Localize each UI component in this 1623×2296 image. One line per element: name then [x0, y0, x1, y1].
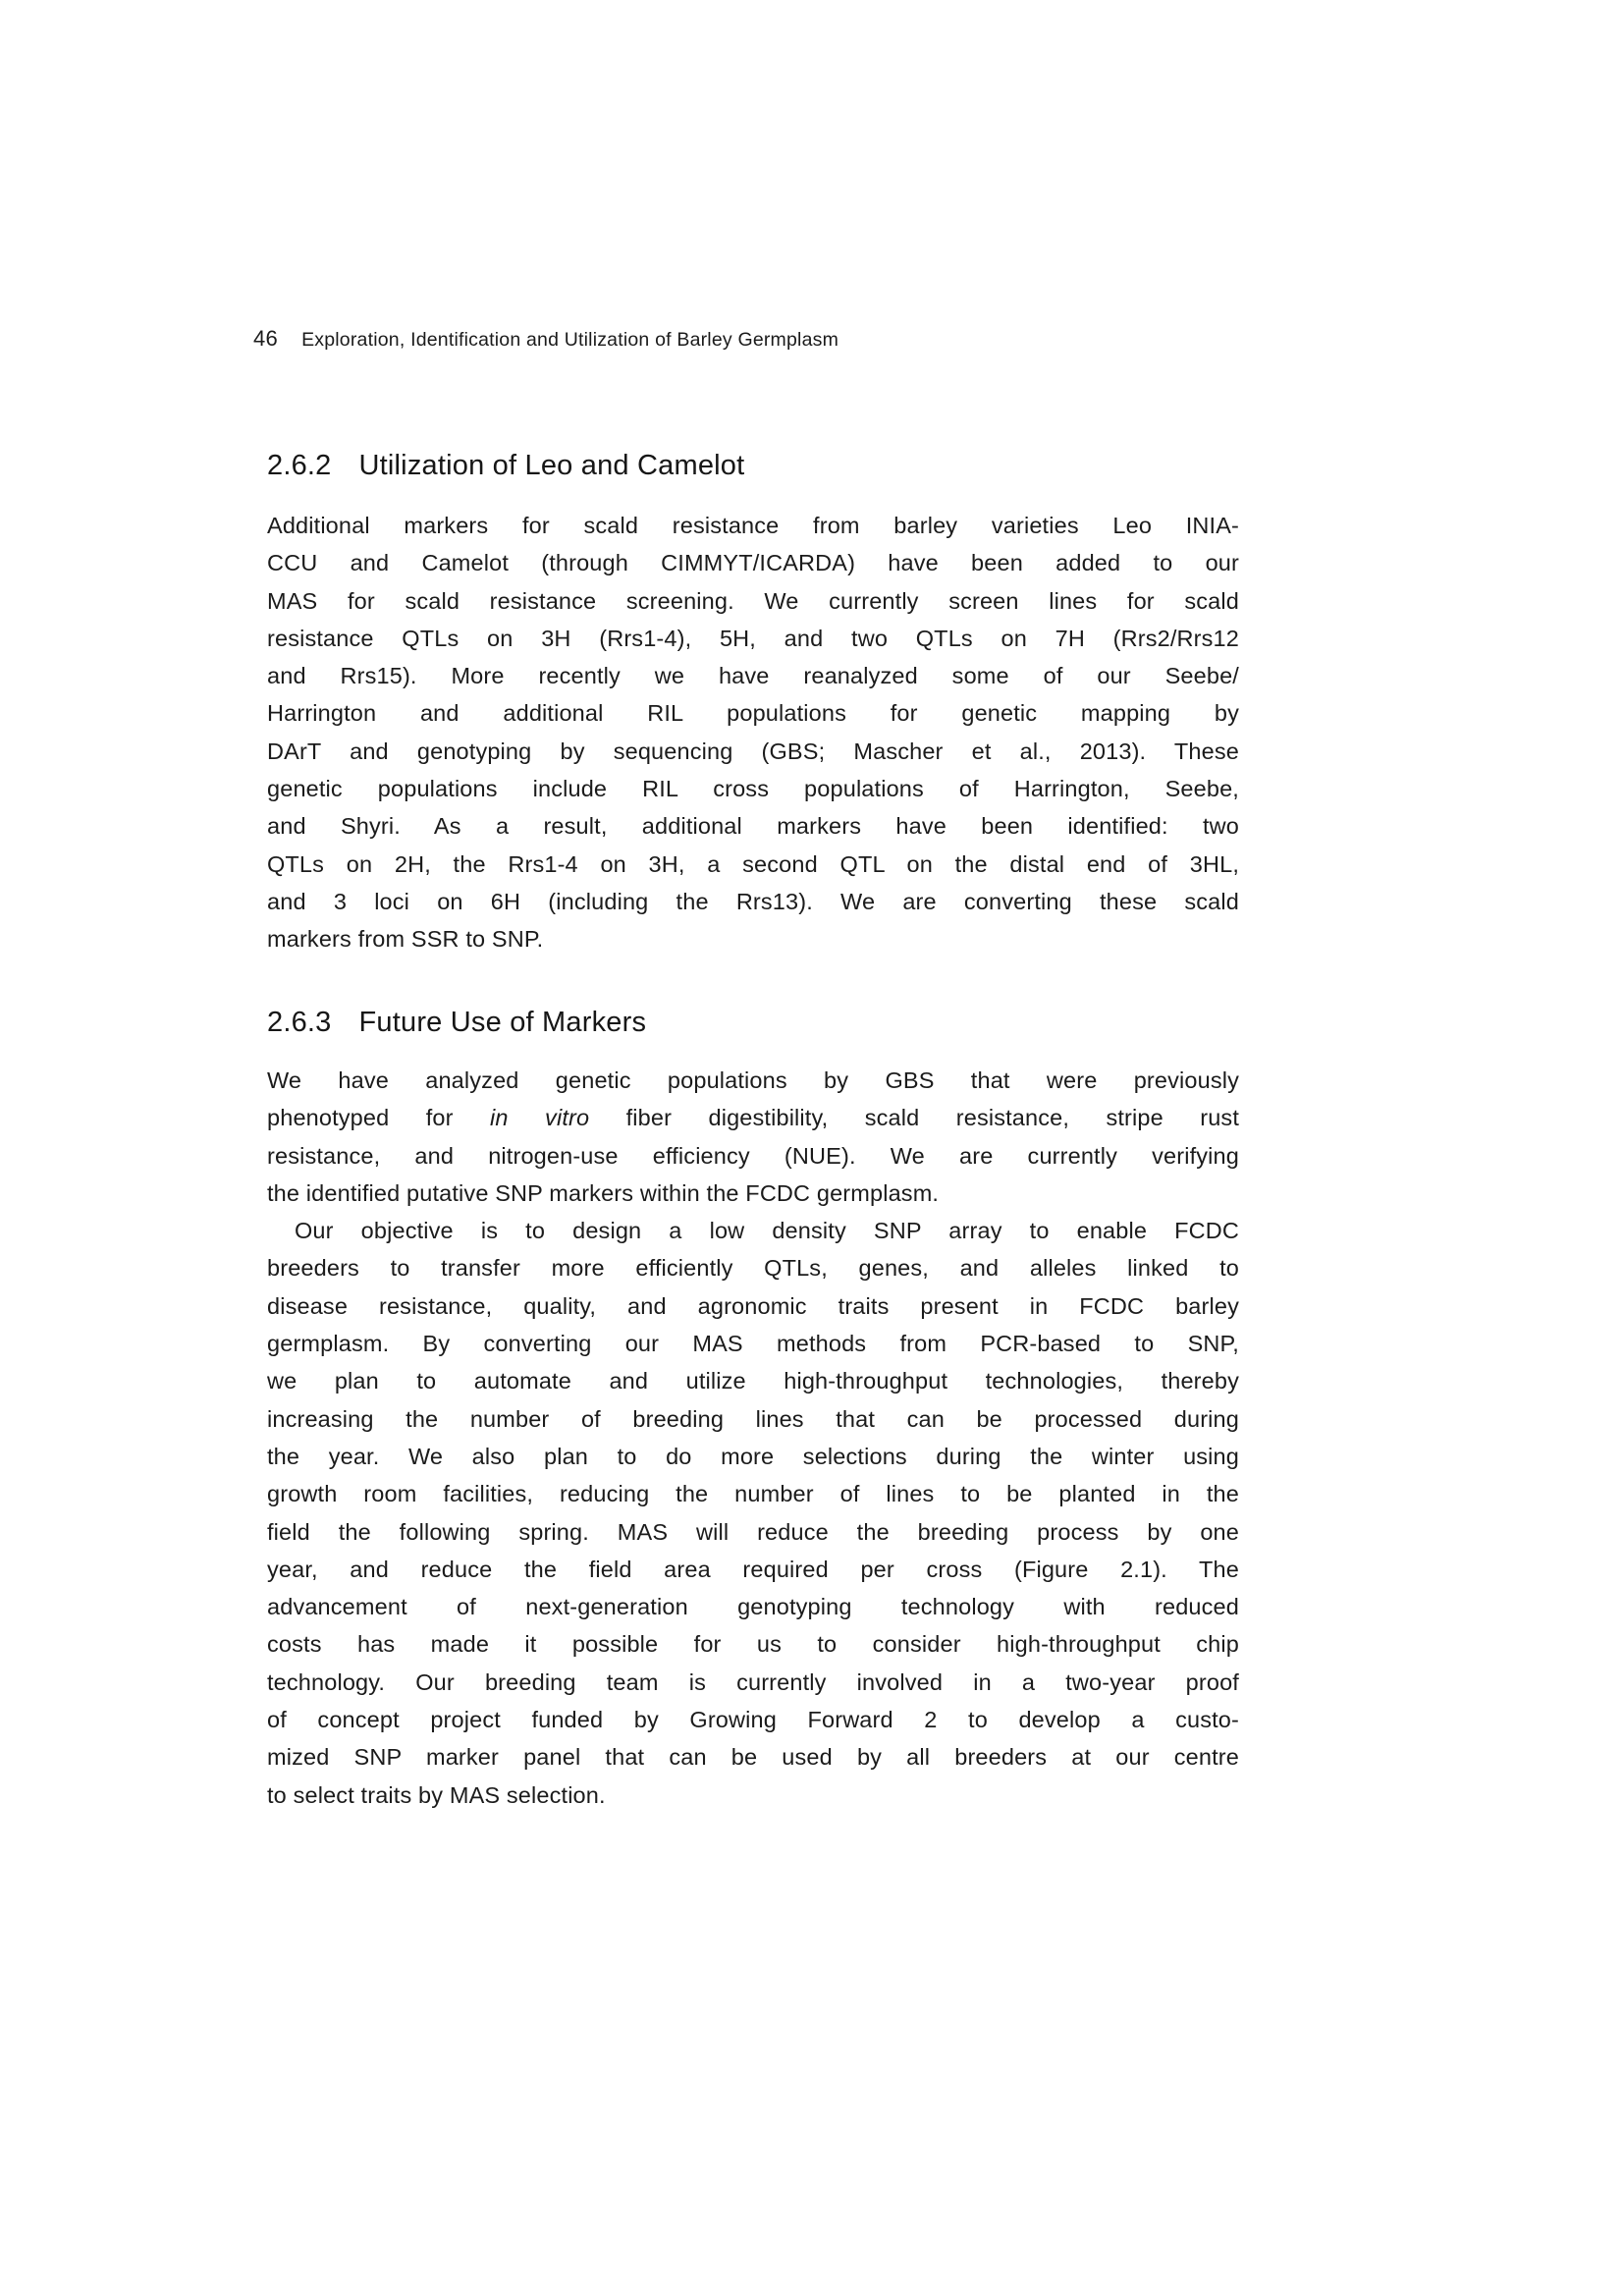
body-text-line: we plan to automate and utilize high-throughput technologies, thereby — [267, 1368, 1239, 1394]
body-text-line: markers from SSR to SNP. — [267, 926, 544, 953]
body-text-line: DArT and genotyping by sequencing (GBS; Mascher et al., 2013). These — [267, 738, 1239, 764]
body-text-line: and Shyri. As a result, additional markers have been identified: two — [267, 813, 1239, 840]
running-head — [253, 326, 839, 352]
body-text-line: field the following spring. MAS will reduce the breeding process by one — [267, 1518, 1239, 1545]
body-text-line: to select traits by MAS selection. — [267, 1781, 606, 1808]
body-text-segment: phenotyped for — [267, 1105, 491, 1131]
body-text-line: germplasm. By converting our MAS methods from PCR-based to SNP, — [267, 1331, 1239, 1357]
section-number: 2.6.3 — [267, 1007, 332, 1038]
body-text-line: increasing the number of breeding lines that can be processed during — [267, 1405, 1239, 1432]
italic-latin-term: in vitro — [490, 1105, 590, 1131]
body-text-line: of concept project funded by Growing Forward 2 to develop a custo- — [267, 1707, 1239, 1733]
section-number: 2.6.2 — [267, 450, 332, 481]
running-title: Exploration, Identification and Utilization of Barley Germplasm — [301, 329, 839, 351]
body-text-line: genetic populations include RIL cross populations of Harrington, Seebe, — [267, 776, 1239, 802]
body-text-line: Our objective is to design a low density SNP array to enable FCDC — [295, 1218, 1239, 1244]
section-heading-263 — [267, 1007, 646, 1039]
body-text-line: resistance QTLs on 3H (Rrs1-4), 5H, and two QTLs on 7H (Rrs2/Rrs12 — [267, 625, 1239, 651]
body-text-line: disease resistance, quality, and agronomic traits present in FCDC barley — [267, 1292, 1239, 1319]
body-text-line — [267, 1099, 1239, 1136]
body-text-line: advancement of next-generation genotyping technology with reduced — [267, 1594, 1239, 1620]
section-title: Utilization of Leo and Camelot — [358, 450, 745, 481]
paragraph-section-262 — [267, 507, 1239, 958]
body-text-line: costs has made it possible for us to consider high-throughput chip — [267, 1631, 1239, 1658]
body-text-line: growth room facilities, reducing the number of lines to be planted in the — [267, 1481, 1239, 1507]
section-heading-262 — [267, 450, 744, 482]
body-text-segment: fiber digestibility, scald resistance, stripe rust — [589, 1105, 1239, 1131]
body-text-line: Harrington and additional RIL populations for genetic mapping by — [267, 700, 1239, 727]
body-text-line: We have analyzed genetic populations by GBS that were previously — [267, 1067, 1239, 1093]
body-text-line: year, and reduce the field area required per cross (Figure 2.1). The — [267, 1556, 1239, 1582]
body-text-line: MAS for scald resistance screening. We currently screen lines for scald — [267, 587, 1239, 614]
body-text-line: technology. Our breeding team is currently involved in a two-year proof — [267, 1668, 1239, 1695]
body-text-line: and Rrs15). More recently we have reanalyzed some of our Seebe/ — [267, 663, 1239, 689]
body-text-line: the year. We also plan to do more selections during the winter using — [267, 1443, 1239, 1469]
body-text-line: resistance, and nitrogen-use efficiency (NUE). We are currently verifying — [267, 1142, 1239, 1169]
body-text-line: CCU and Camelot (through CIMMYT/ICARDA) have been added to our — [267, 550, 1239, 576]
section-title: Future Use of Markers — [358, 1007, 647, 1038]
page-number: 46 — [253, 326, 279, 351]
body-text-line: breeders to transfer more efficiently QTLs, genes, and alleles linked to — [267, 1255, 1239, 1282]
body-text-line: mized SNP marker panel that can be used by all breeders at our centre — [267, 1744, 1239, 1771]
body-text-line: the identified putative SNP markers within the FCDC germplasm. — [267, 1179, 940, 1206]
body-text-line: Additional markers for scald resistance from barley varieties Leo INIA- — [267, 513, 1239, 538]
body-text-line: and 3 loci on 6H (including the Rrs13). We are converting these scald — [267, 888, 1239, 914]
paragraphs-section-263 — [267, 1062, 1239, 1814]
body-text-line: QTLs on 2H, the Rrs1-4 on 3H, a second QTL on the distal end of 3HL, — [267, 850, 1239, 877]
